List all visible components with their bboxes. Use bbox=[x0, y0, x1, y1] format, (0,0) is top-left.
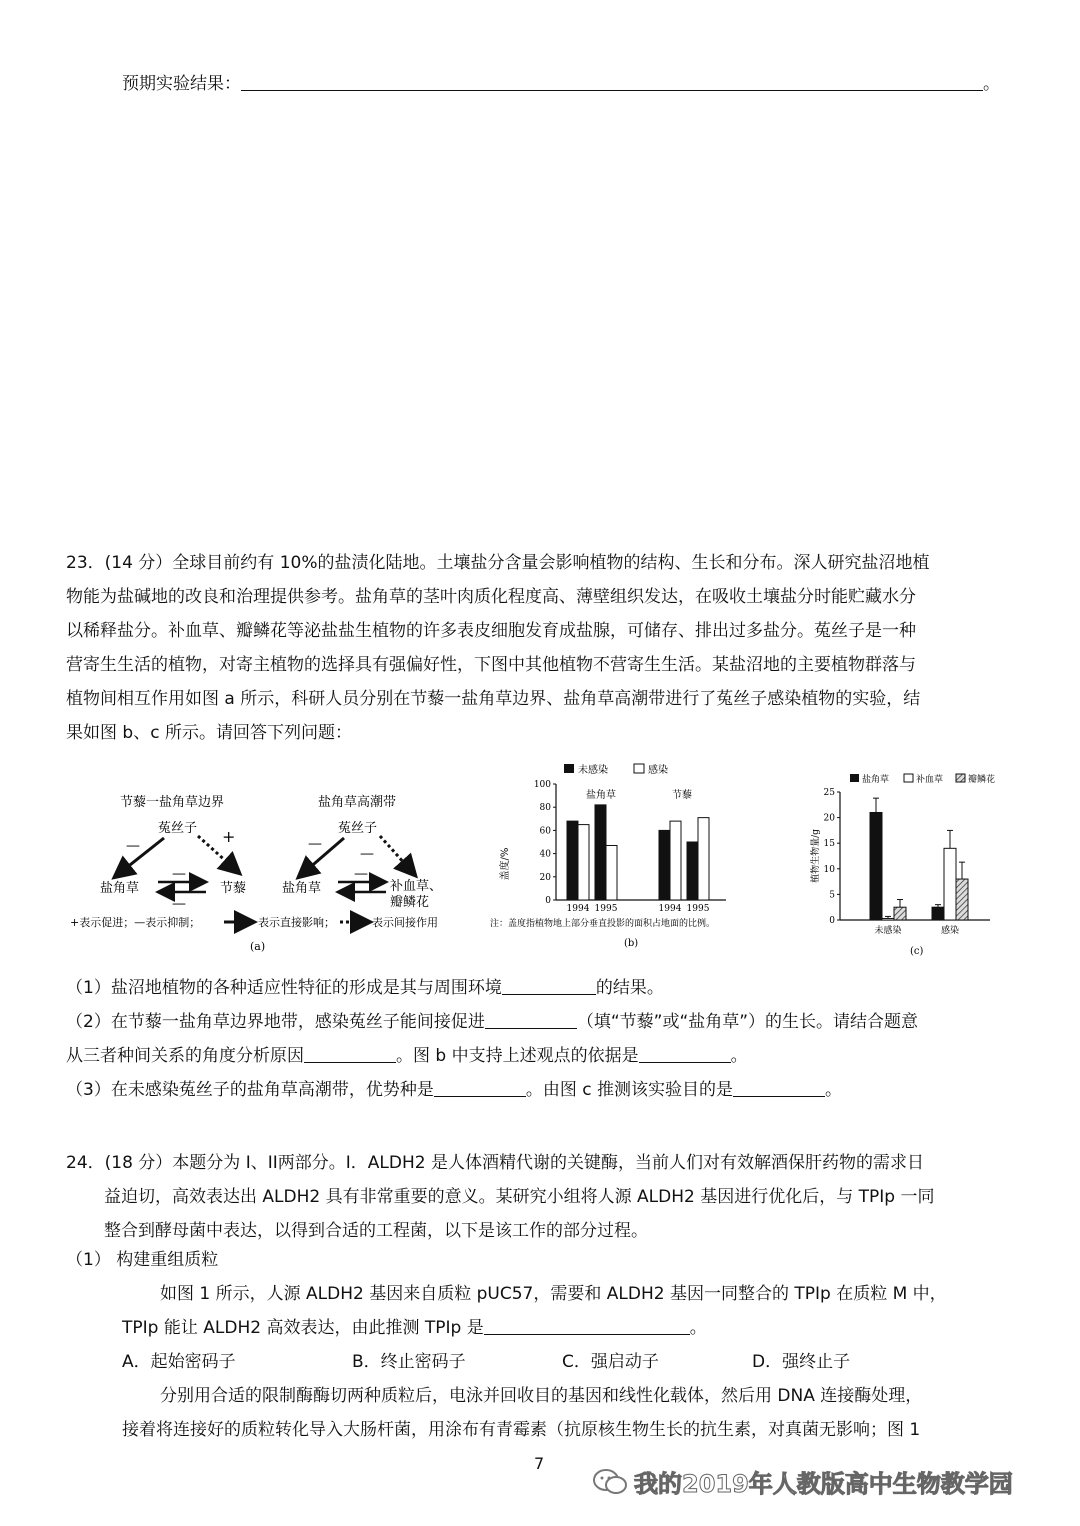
question-24-stem bbox=[66, 1146, 934, 1248]
bar-uninfected bbox=[567, 821, 578, 900]
legend-label: 感染 bbox=[648, 765, 668, 776]
legend-swatch-limonium bbox=[904, 774, 913, 782]
legend-swatch-frankenia bbox=[956, 774, 965, 782]
y-tick-label: 0 bbox=[545, 896, 551, 906]
y-axis-label: 盖度/% bbox=[500, 847, 511, 881]
option-d[interactable]: D．强终止子 bbox=[752, 1352, 851, 1372]
legend-swatch-salicornia bbox=[850, 774, 859, 782]
answer-blank[interactable] bbox=[639, 1044, 731, 1063]
q24-sub1-title: （1） 构建重组质粒 bbox=[66, 1250, 219, 1270]
minus-sign: — bbox=[172, 866, 186, 882]
q23-sub2: （2）在节藜一盐角草边界地带，感染菟丝子能间接促进 （填“节藜”或“盐角草”）的生长。请结合题意 bbox=[66, 1012, 919, 1032]
y-tick-label: 20 bbox=[539, 872, 551, 883]
x-tick-label: 未感染 bbox=[874, 926, 902, 936]
x-tick-label: 1994 bbox=[658, 904, 682, 914]
bar-limonium bbox=[944, 848, 956, 920]
q24-paragraph: TPIp 能让 ALDH2 高效表达，由此推测 TPIp 是 。 bbox=[122, 1318, 707, 1338]
fig-a-right-title: 盐角草高潮带 bbox=[318, 795, 397, 810]
x-tick-label: 1995 bbox=[686, 904, 710, 914]
bar-uninfected bbox=[687, 842, 698, 900]
plus-sign: + bbox=[222, 827, 236, 846]
fig-a-legend-1: +表示促进；—表示抑制； bbox=[70, 916, 201, 929]
fig-a-frankenia: 瓣鳞花 bbox=[390, 895, 430, 910]
y-tick-label: 5 bbox=[829, 890, 835, 901]
legend-label: 补血草 bbox=[916, 775, 944, 785]
answer-blank[interactable] bbox=[733, 1078, 825, 1097]
y-tick-label: 25 bbox=[823, 788, 835, 798]
bar-uninfected bbox=[659, 830, 670, 900]
bar-salicornia bbox=[932, 907, 944, 920]
x-tick-label: 1994 bbox=[566, 904, 590, 914]
indirect-arrow bbox=[380, 836, 414, 874]
q23-line: 果如图 b、c 所示。请回答下列问题： bbox=[66, 723, 352, 743]
watermark-text: 我的2019年人教版高中生物教学园 bbox=[634, 1470, 1013, 1498]
wechat-icon bbox=[592, 1468, 628, 1496]
x-tick-label: 感染 bbox=[940, 926, 960, 936]
q24-line: 整合到酵母菌中表达，以得到合适的工程菌，以下是该工作的部分过程。 bbox=[104, 1221, 648, 1241]
minus-sign: — bbox=[308, 836, 322, 852]
bar-infected bbox=[698, 818, 709, 900]
direct-arrow bbox=[116, 838, 164, 876]
bar-infected bbox=[578, 825, 589, 900]
q24-paragraph: 分别用合适的限制酶酶切两种质粒后，电泳并回收目的基因和线性化载体，然后用 DNA 连接酶处理， bbox=[160, 1386, 923, 1406]
y-tick-label: 10 bbox=[823, 864, 835, 875]
watermark bbox=[592, 1464, 1013, 1499]
q24-paragraph: 如图 1 所示，人源 ALDH2 基因来自质粒 pUC57，需要和 ALDH2 基因一同整合的 TPIp 在质粒 M 中， bbox=[160, 1284, 947, 1304]
y-tick-label: 0 bbox=[829, 916, 835, 926]
legend-label: 瓣鳞花 bbox=[968, 775, 996, 785]
option-a[interactable]: A．起始密码子 bbox=[122, 1352, 236, 1372]
answer-blank[interactable] bbox=[484, 1316, 690, 1335]
figure-a-diagram bbox=[60, 780, 480, 960]
y-tick-label: 15 bbox=[823, 839, 835, 850]
y-tick-label: 100 bbox=[533, 780, 551, 790]
legend-label: 盐角草 bbox=[862, 775, 890, 785]
fig-a-legend-2: 表示直接影响； bbox=[258, 916, 335, 929]
q23-sub1: （1）盐沼地植物的各种适应性特征的形成是其与周围环境 的结果。 bbox=[66, 978, 664, 998]
bar-infected bbox=[606, 845, 617, 900]
chart-note: 注：盖度指植物地上部分垂直投影的面积占地面的比例。 bbox=[490, 919, 716, 929]
chart-caption: (c) bbox=[910, 946, 924, 957]
expected-result-line: 预期实验结果： 。 bbox=[122, 74, 1000, 94]
answer-blank[interactable] bbox=[485, 1010, 577, 1029]
legend-swatch-uninfected bbox=[564, 764, 574, 773]
bar-limonium bbox=[882, 918, 894, 920]
answer-blank[interactable] bbox=[434, 1078, 526, 1097]
minus-sign: — bbox=[126, 838, 140, 854]
y-tick-label: 60 bbox=[539, 826, 551, 837]
bar-infected bbox=[670, 821, 681, 900]
q24-line: 益迫切，高效表达出 ALDH2 具有非常重要的意义。某研究小组将人源 ALDH2 基因进行优化后，与 TPIp 一同 bbox=[104, 1187, 935, 1207]
y-tick-label: 40 bbox=[539, 849, 551, 860]
q23-line: 植物间相互作用如图 a 所示，科研人员分别在节藜一盐角草边界、盐角草高潮带进行了菟丝子感染植物的实验，结 bbox=[66, 689, 921, 709]
fig-a-left-title: 节藜一盐角草边界 bbox=[120, 795, 225, 810]
fig-a-limonium: 补血草、 bbox=[390, 879, 443, 894]
y-tick-label: 20 bbox=[823, 813, 835, 824]
q24-paragraph: 接着将连接好的质粒转化导入大肠杆菌，用涂布有青霉素（抗原核生物生长的抗生素，对真菌无影响；图 1 bbox=[122, 1420, 921, 1440]
answer-blank[interactable] bbox=[502, 976, 596, 995]
expected-result-label: 预期实验结果： bbox=[122, 74, 241, 94]
chart-caption: (b) bbox=[624, 938, 639, 949]
bar-frankenia bbox=[894, 907, 906, 920]
minus-sign: — bbox=[172, 896, 186, 912]
fig-a-dodder-left: 菟丝子 bbox=[158, 821, 198, 836]
bar-salicornia bbox=[870, 812, 882, 920]
q23-sub2-cont: 从三者种间关系的角度分析原因 。图 b 中支持上述观点的依据是 。 bbox=[66, 1046, 748, 1066]
y-axis-label: 植物生物量/g bbox=[811, 829, 821, 883]
q23-line: 23．(14 分）全球目前约有 10%的盐渍化陆地。土壤盐分含量会影响植物的结构、生长和分布。深人研究盐沼地植 bbox=[66, 553, 930, 573]
minus-sign: — bbox=[354, 866, 368, 882]
q23-line: 以稀释盐分。补血草、瓣鳞花等泌盐盐生植物的许多表皮细胞发育成盐腺，可储存、排出过多盐分。菟丝子是一种 bbox=[66, 621, 916, 641]
q23-sub3: （3）在未感染菟丝子的盐角草高潮带，优势种是 。由图 c 推测该实验目的是 。 bbox=[66, 1080, 842, 1100]
legend-swatch-infected bbox=[634, 764, 644, 773]
bar-frankenia bbox=[956, 879, 968, 920]
fig-a-salicornia-right: 盐角草 bbox=[282, 881, 322, 896]
option-b[interactable]: B．终止密码子 bbox=[352, 1352, 466, 1372]
fig-a-dodder-right: 菟丝子 bbox=[338, 821, 378, 836]
page-number: 7 bbox=[534, 1454, 545, 1473]
fig-a-caption: (a) bbox=[250, 940, 266, 953]
answer-blank[interactable] bbox=[304, 1044, 396, 1063]
q24-line: 24．(18 分）本题分为 I、II两部分。I．ALDH2 是人体酒精代谢的关键酶，当前人们对有效解酒保肝药物的需求日 bbox=[66, 1153, 924, 1173]
bar-uninfected bbox=[595, 805, 606, 900]
legend-label: 未感染 bbox=[578, 765, 608, 776]
x-tick-label: 1995 bbox=[594, 904, 618, 914]
y-tick-label: 80 bbox=[539, 803, 551, 814]
group-label: 盐角草 bbox=[586, 790, 616, 801]
option-c[interactable]: C．强启动子 bbox=[562, 1352, 659, 1372]
minus-sign: — bbox=[360, 846, 374, 862]
direct-arrow bbox=[300, 838, 344, 876]
q23-line: 营寄生生活的植物，对寄主植物的选择具有强偏好性，下图中其他植物不营寄生生活。某盐沼地的主要植物群落与 bbox=[66, 655, 916, 675]
fig-a-arthrocnemum: 节藜 bbox=[220, 881, 247, 896]
question-23-stem bbox=[66, 546, 930, 750]
fig-a-legend-3: 表示间接作用 bbox=[372, 916, 438, 929]
group-label: 节藜 bbox=[672, 790, 692, 801]
figure-c-chart bbox=[806, 766, 1026, 966]
answer-blank[interactable] bbox=[241, 72, 983, 91]
fig-a-salicornia-left: 盐角草 bbox=[100, 881, 140, 896]
figure-b-chart bbox=[484, 756, 784, 956]
q23-line: 物能为盐碱地的改良和治理提供参考。盐角草的茎叶肉质化程度高、薄壁组织发达，在吸收土壤盐分时能贮藏水分 bbox=[66, 587, 916, 607]
